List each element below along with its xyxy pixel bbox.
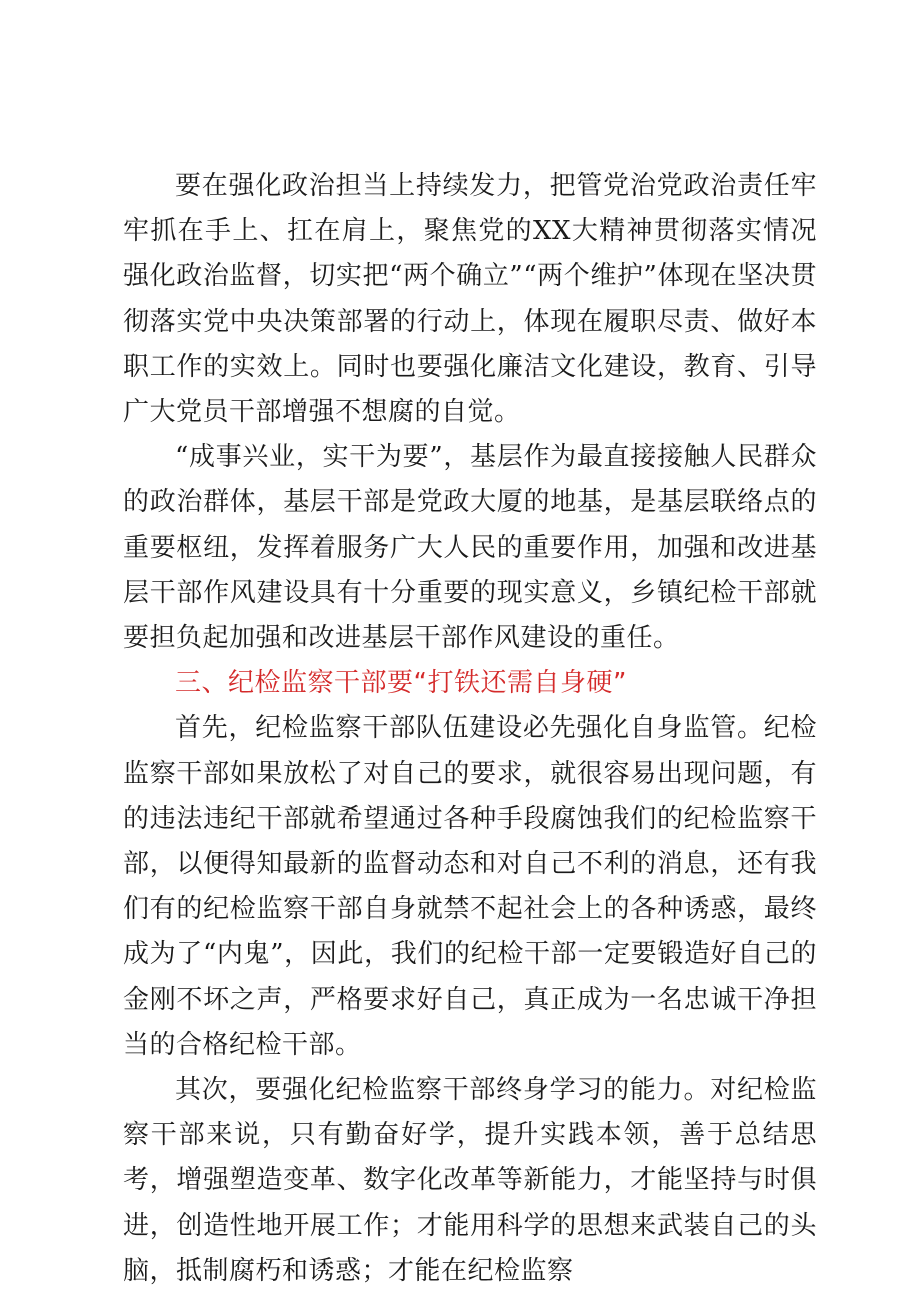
paragraph-grassroots-cadres: “成事兴业，实干为要”，基层作为最直接接触人民群众的政治群体，基层干部是党政大厦的地基，是基层联络点的重要枢纽，发挥着服务广大人民的重要作用，加强和改进基层干部作风建设具有十分重要的现实意义，乡镇纪检干部就要担负起加强和改进基层干部作风建设的重任。: [123, 442, 817, 654]
paragraph-political-responsibility: 要在强化政治担当上持续发力，把管党治党政治责任牢牢抓在手上、扛在肩上，聚焦党的XX大精神贯彻落实情况强化政治监督，切实把“两个确立”“两个维护”体现在坚决贯彻落实党中央决策部署的行动上，体现在履职尽责、做好本职工作的实效上。同时也要强化廉洁文化建设，教育、引导广大党员干部增强不想腐的自觉。: [123, 171, 817, 428]
document-body: [123, 164, 817, 1294]
section-heading-three: 三、纪检监察干部要“打铁还需自身硬”: [175, 668, 627, 699]
paragraph-lifelong-learning: 其次，要强化纪检监察干部终身学习的能力。对纪检监察干部来说，只有勤奋好学，提升实践本领，善于总结思考，增强塑造变革、数字化改革等新能力，才能坚持与时俱进，创造性地开展工作；才能用科学的思想来武装自己的头脑，抵制腐朽和诱惑；才能在纪检监察: [123, 1075, 817, 1286]
paragraph-self-supervision: 首先，纪检监察干部队伍建设必先强化自身监管。纪检监察干部如果放松了对自己的要求，就很容易出现问题，有的违法违纪干部就希望通过各种手段腐蚀我们的纪检监察干部，以便得知最新的监督动态和对自己不利的消息，还有我们有的纪检监察干部自身就禁不起社会上的各种诱惑，最终成为了“内鬼”，因此，我们的纪检干部一定要锻造好自己的金刚不坏之声，严格要求好自己，真正成为一名忠诚干净担当的合格纪检干部。: [123, 713, 817, 1060]
